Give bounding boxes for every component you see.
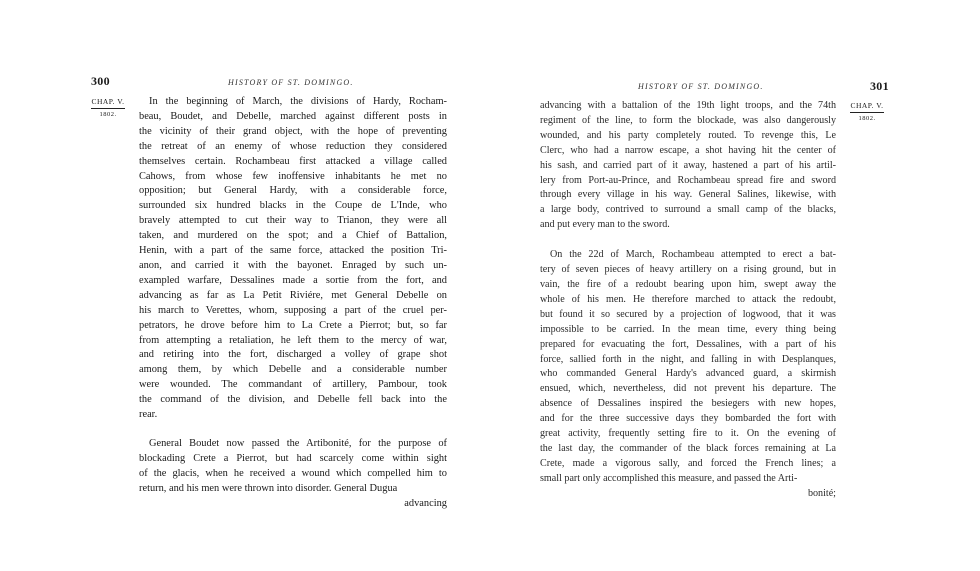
text-line: exampled warfare, Dessalines made a sortie from the fort, and: [139, 274, 447, 286]
text-line: advancing as far as La Petit Riviére, met General Debelle on: [139, 289, 447, 301]
text-line: and put every man to the sword.: [540, 219, 670, 231]
side-chapter: CHAP. V.: [850, 101, 883, 113]
text-line: beau, Boudet, and Debelle, marched against different posts in: [139, 110, 447, 122]
text-line: themselves certain. Rochambeau first attacked a village called: [139, 155, 447, 167]
catchword: bonité;: [807, 487, 836, 499]
text-line: tery of seven pieces of heavy artillery on a rising ground, but in: [540, 264, 836, 276]
text-line: taken, and murdered on the spot; and a Chief of Battalion,: [139, 230, 447, 242]
side-year: 1802.: [99, 111, 117, 118]
text-line: bravely attempted to cut their way to Trianon, they were all: [139, 215, 447, 227]
text-line: Crete, made a vigorous sally, and forced the French lines; a: [540, 457, 836, 469]
text-line: surrounded six hundred blacks in the Coupe de L'Inde, who: [139, 200, 447, 212]
text-line: rear.: [139, 409, 158, 421]
text-line: his sash, and carried part of it away, hastened a part of his artil-: [540, 159, 836, 171]
text-line: of the glacis, when he received a wound which compelled him to: [139, 467, 447, 479]
text-line: General Boudet now passed the Artibonité, for the purpose of: [149, 437, 447, 449]
text-line: who commanded General Hardy's advanced guard, a skirmish: [540, 368, 836, 380]
text-line: In the beginning of March, the divisions of Hardy, Rocham-: [149, 96, 447, 107]
text-line: the command of the division, and Debelle fell back into the: [139, 394, 447, 406]
text-line: opposition; but General Hardy, with a considerable force,: [139, 185, 447, 197]
text-line: lery from Port-au-Prince, and Rochambeau spread fire and sword: [540, 174, 836, 186]
text-line: the last day, the commander of the black forces remaining at La: [540, 442, 836, 454]
text-line: and retiring into the fort, discharged a volley of grape shot: [139, 349, 447, 361]
running-head: HISTORY OF ST. DOMINGO.: [228, 78, 354, 87]
text-line: On the 22d of March, Rochambeau attempted to erect a bat-: [550, 249, 836, 261]
text-line: wounded, and his party completely routed. To revenge this, Le: [540, 129, 836, 141]
right-page: [490, 0, 980, 571]
text-line: his march to Verettes, whom, supposing a part of the cruel per-: [139, 304, 447, 316]
text-line: from attempting a retaliation, he left them to the mercy of war,: [139, 334, 447, 346]
text-line: advancing with a battalion of the 19th light troops, and the 74th: [540, 100, 836, 111]
text-line: prepared for evacuating the fort, Dessalines, with a part of his: [540, 338, 836, 350]
text-line: Henin, with a part of the same force, attacked the position Tri-: [139, 245, 447, 257]
text-line: and for the three successive days they bombarded the fort with: [540, 413, 836, 425]
text-line: return, and his men were thrown into disorder. General Dugua: [139, 482, 398, 494]
text-line: the retreat of an enemy of whose reduction they considered: [139, 140, 447, 152]
text-line: small part only accomplished this measure, and passed the Arti-: [540, 472, 798, 484]
paragraph-gap: [540, 233, 836, 248]
page-number: 300: [91, 74, 110, 88]
text-line: among them, by which Debelle and a considerable number: [139, 364, 447, 376]
text-line: through every village in his way. General Salines, likewise, with: [540, 189, 836, 201]
text-line: blockading Crete a Pierrot, but had scarcely come within sight: [139, 452, 447, 464]
text-line: but found it so secured by a projection of logwood, that it was: [540, 308, 836, 320]
text-line: impossible to be carried. In the mean time, every thing being: [540, 323, 836, 335]
text-line: the vicinity of their grand object, with the hope of preventing: [139, 125, 447, 137]
page-number: 301: [870, 79, 889, 93]
text-line: Clerc, who had a narrow escape, a shot having hit the center of: [540, 144, 836, 156]
side-year: 1802.: [858, 115, 876, 122]
side-note: [86, 97, 130, 120]
side-note: [844, 101, 890, 124]
text-line: vain, the fire of a redoubt bearing upon him, swept away the: [540, 278, 836, 290]
side-chapter: CHAP. V.: [91, 97, 124, 109]
text-line: whole of his men. He therefore marched to attack the redoubt,: [540, 293, 836, 305]
text-line: Cahows, from whose few inoffensive inhabitants he met no: [139, 170, 447, 182]
running-head: HISTORY OF ST. DOMINGO.: [638, 82, 764, 91]
text-line: petrators, he drove before him to La Crete a Pierrot; but, so far: [139, 319, 447, 331]
text-line: a large body, contrived to surround a small camp of the blacks,: [540, 204, 836, 216]
text-line: absence of Dessalines inspired the besiegers with new hopes,: [540, 398, 836, 410]
text-line: were wounded. The commandant of artillery, Pambour, took: [139, 379, 447, 391]
text-line: anon, and carried it with the bayonet. Enraged by such un-: [139, 259, 447, 271]
text-line: force, sallied forth in the night, and falling in with Desplanques,: [540, 353, 836, 365]
body-text: [139, 95, 447, 511]
text-line: regiment of the line, to form the blockade, was also dangerously: [540, 114, 836, 126]
paragraph-gap: [139, 423, 447, 437]
catchword: advancing: [404, 497, 447, 509]
text-line: ensued, which, nevertheless, did not prevent his departure. The: [540, 383, 836, 395]
text-line: great activity, frequently setting fire to it. On the evening of: [540, 428, 836, 440]
body-text: [540, 99, 836, 502]
